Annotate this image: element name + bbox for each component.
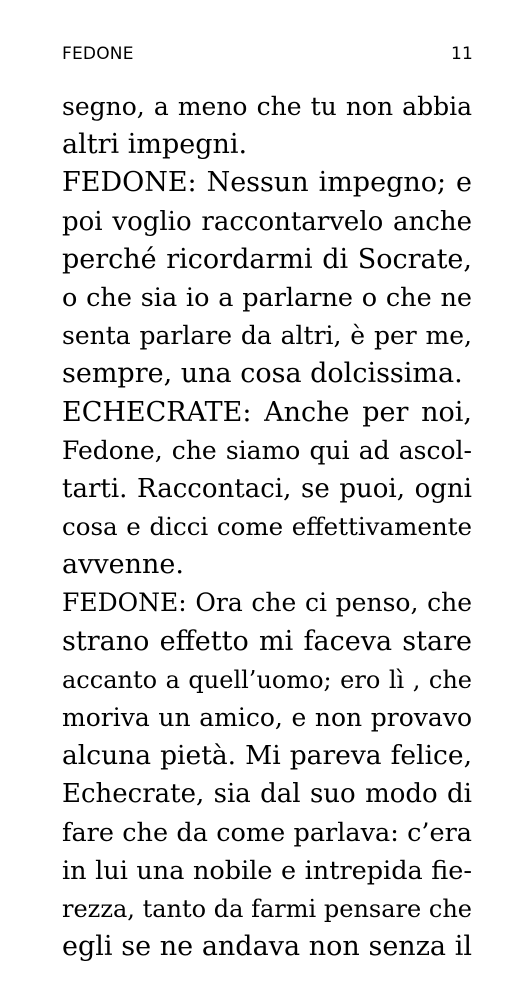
text-line: altri impegni. <box>62 129 248 161</box>
text-line: perché ricordarmi di Socrate, <box>62 243 472 275</box>
text-line: Echecrate, sia dal suo modo di <box>62 779 472 810</box>
text-line: cosa e dicci come effettivamente <box>62 512 472 542</box>
text-line: alcuna pietà. Mi pareva felice, <box>62 740 472 772</box>
text-line: senta parlare da altri, è per me, <box>62 321 472 351</box>
text-line: FEDONE: Nessun impegno; e <box>62 167 472 199</box>
text-line: strano effetto mi faceva stare <box>62 625 472 657</box>
page-number: 11 <box>450 44 473 64</box>
text-line: accanto a quell’uomo; ero lì , che <box>62 665 472 694</box>
text-line: tarti. Raccontaci, se puoi, ogni <box>62 473 472 504</box>
running-title: FEDONE <box>62 44 134 64</box>
text-line: poi voglio raccontarvelo anche <box>62 206 472 237</box>
text-line: o che sia io a parlarne o che ne <box>62 282 472 313</box>
running-header <box>62 40 473 68</box>
text-line: FEDONE: Ora che ci penso, che <box>62 588 472 618</box>
text-line: egli se ne andava non senza il <box>62 931 472 963</box>
text-line: ECHECRATE: Anche per noi, <box>62 396 472 428</box>
text-line: segno, a meno che tu non abbia <box>62 92 472 121</box>
text-line: fare che da come parlava: c’era <box>62 817 472 848</box>
text-line: avvenne. <box>62 549 184 581</box>
body-text <box>62 88 472 966</box>
text-line: Fedone, che siamo qui ad ascol- <box>62 435 472 465</box>
text-line: sempre, una cosa dolcissima. <box>62 358 463 390</box>
text-line: moriva un amico, e non provavo <box>62 703 472 732</box>
text-line: in lui una nobile e intrepida fie- <box>62 855 472 886</box>
text-line: rezza, tanto da farmi pensare che <box>62 894 472 923</box>
